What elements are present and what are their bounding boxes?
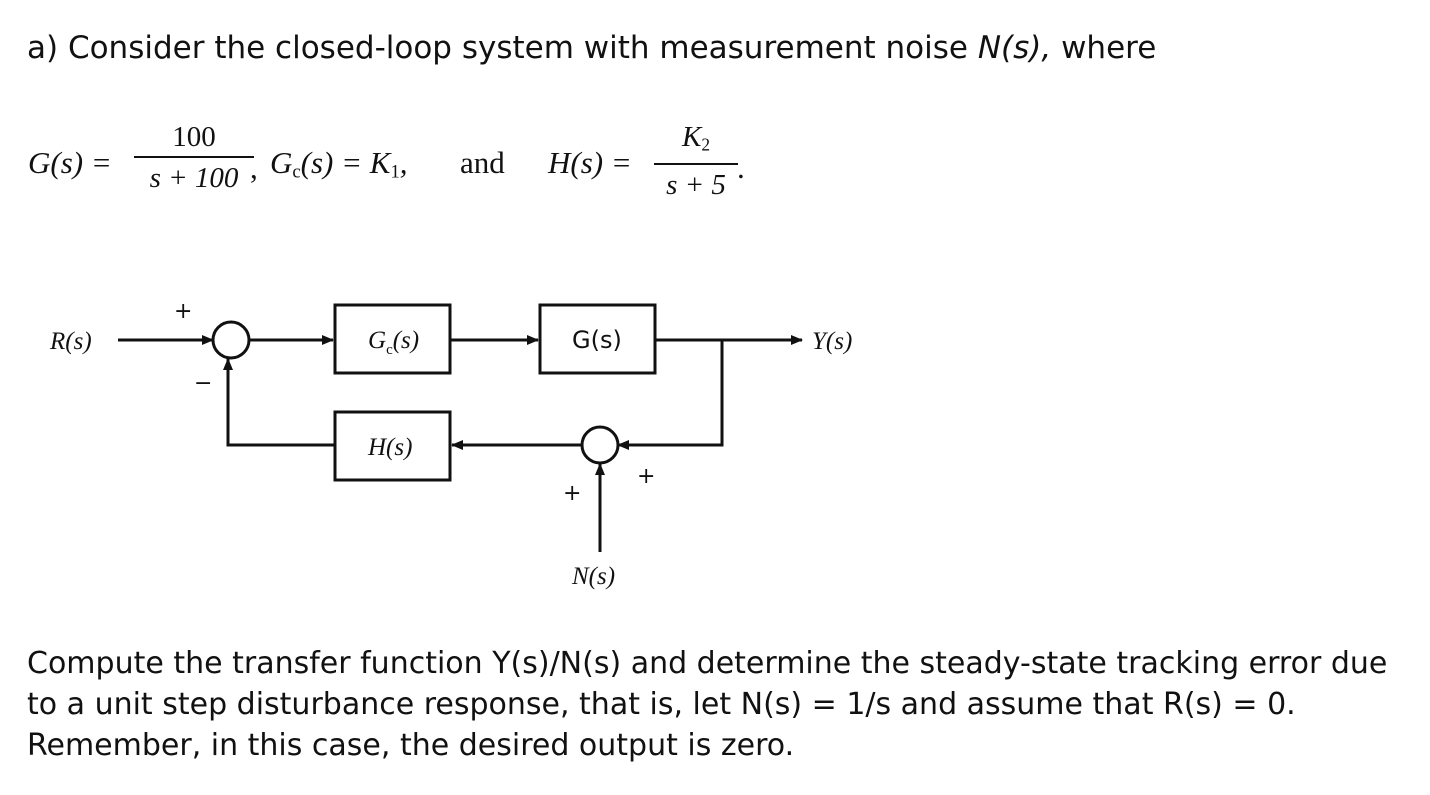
intro-suffix: where [1051, 30, 1157, 66]
gc-rest: (s) = K [300, 145, 391, 180]
h-fraction-bar [654, 163, 738, 165]
sum1-plus-sign: + [174, 299, 193, 324]
h-lhs: H(s) = [548, 145, 632, 180]
plant-label: G(s) [572, 326, 622, 354]
h-fraction [654, 120, 738, 202]
controller-label-tail: (s) [392, 327, 420, 354]
input-label: R(s) [50, 328, 92, 355]
noise-label: N(s) [572, 563, 616, 590]
gc-symbol: G [270, 145, 293, 180]
block-diagram [0, 270, 1000, 610]
controller-label [368, 327, 419, 358]
feedback-pickoff-line [618, 340, 722, 445]
g-denominator: s + 100 [149, 161, 239, 194]
separator-1: , [250, 150, 258, 185]
intro-noise-symbol: N(s), [977, 30, 1052, 66]
h-numerator [654, 120, 738, 161]
h-denominator: s + 5 [666, 168, 726, 201]
k1-subscript: 1 [390, 161, 400, 183]
problem-intro [27, 30, 1156, 66]
output-label: Y(s) [812, 328, 853, 355]
gc-subscript: c [292, 161, 301, 183]
g-fraction-bar [134, 156, 254, 158]
question-line-2: to a unit step disturbance response, that is, let N(s) = 1/s and assume that R(s) = 0. [27, 687, 1296, 722]
g-lhs: G(s) = [28, 145, 112, 180]
summing-junction-2 [582, 427, 618, 463]
summing-junction-1 [213, 322, 249, 358]
question-line-1: Compute the transfer function Y(s)/N(s) and determine the steady-state tracking error due [27, 646, 1388, 681]
feedback-label: H(s) [368, 434, 413, 461]
controller-label-sub: c [386, 342, 393, 358]
question-line-3: Remember, in this case, the desired output is zero. [27, 728, 795, 763]
feedback-return-line [228, 359, 335, 445]
controller-label-main: G [368, 327, 387, 354]
g-fraction [134, 120, 254, 195]
h-numerator-k: K [681, 121, 702, 153]
sum2-plus-sign-right: + [637, 464, 656, 489]
sum1-minus-sign: − [194, 371, 213, 396]
intro-prefix: a) Consider the closed-loop system with measurement noise [27, 30, 978, 66]
sum2-plus-sign-left: + [563, 481, 582, 506]
equation-row [24, 118, 784, 218]
separator-2: , [399, 145, 408, 180]
gc-expression [270, 145, 408, 184]
g-numerator: 100 [172, 121, 216, 153]
question-text [27, 643, 1422, 766]
h-numerator-subscript: 2 [701, 134, 711, 155]
and-word: and [460, 145, 505, 180]
separator-3: . [737, 150, 745, 185]
